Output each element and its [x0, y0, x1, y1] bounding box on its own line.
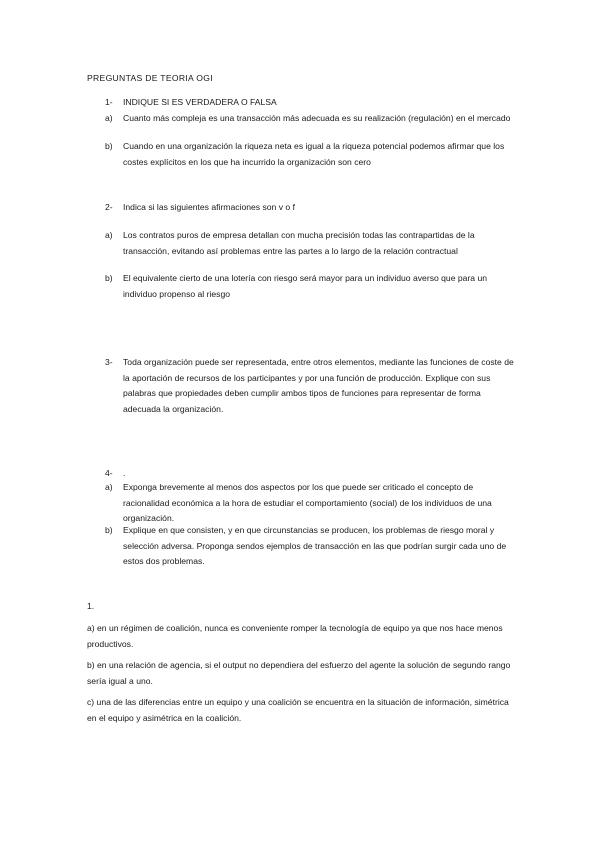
q4-mark: .: [123, 468, 126, 478]
section-para-b: b) en una relación de agencia, si el output no dependiera del esfuerzo del agente la solución de segundo rango sería igual a uno.: [87, 660, 511, 686]
q4-number: 4-: [105, 468, 113, 478]
q1-number: 1-: [105, 97, 113, 107]
q1-b-label: b): [105, 141, 113, 151]
q3-number: 3-: [105, 357, 113, 367]
q1-a-text: Cuanto más compleja es una transacción más adecuada es su realización (regulación) en el mercado: [123, 113, 511, 123]
q4-b-text: Explique en que consisten, y en que circunstancias se producen, los problemas de riesgo moral y selección adversa. Proponga sendos ejemplos de transacción en las que podrían surgir cada uno de estos dos problemas.: [123, 525, 507, 566]
q2-a-label: a): [105, 230, 113, 240]
q2-b-label: b): [105, 273, 113, 283]
section-para-c: c) una de las diferencias entre un equipo y una coalición se encuentra en la situación de información, simétrica en el equipo y asimétrica en la coalición.: [87, 697, 509, 723]
q1-a-label: a): [105, 113, 113, 123]
section-para-a: a) en un régimen de coalición, nunca es conveniente romper la tecnología de equipo ya que nos hace menos productivos.: [87, 623, 503, 649]
q2-b-text: El equivalente cierto de una lotería con riesgo será mayor para un individuo averso que para un individuo propenso al riesgo: [123, 273, 488, 299]
section-number: 1.: [87, 601, 95, 611]
q3-text: Toda organización puede ser representada, entre otros elementos, mediante las funciones de coste de la aportación de recursos de los participantes y por una función de producción. Explique con sus palabras que propiedades deben cumplir ambos tipos de funciones para representar de forma adecuada la organización.: [123, 357, 514, 414]
q2-number: 2-: [105, 202, 113, 212]
q4-a-text: Exponga brevemente al menos dos aspectos por los que puede ser criticado el concepto de racionalidad económica a la hora de estudiar el comportamiento (social) de los individuos de una organización.: [123, 482, 492, 523]
q2-heading: Indica si las siguientes afirmaciones son v o f: [123, 202, 295, 212]
q2-a-text: Los contratos puros de empresa detallan con mucha precisión todas las contrapartidas de la transacción, evitando así problemas entre las partes a lo largo de la relación contractual: [123, 230, 475, 256]
q4-a-label: a): [105, 482, 113, 492]
q1-heading: INDIQUE SI ES VERDADERA O FALSA: [123, 97, 277, 107]
q1-b-text: Cuando en una organización la riqueza neta es igual a la riqueza potencial podemos afirmar que los costes explícitos en los que ha incurrido la organización son cero: [123, 141, 505, 167]
page-title: PREGUNTAS DE TEORIA OGI: [87, 73, 213, 83]
q4-b-label: b): [105, 525, 113, 535]
